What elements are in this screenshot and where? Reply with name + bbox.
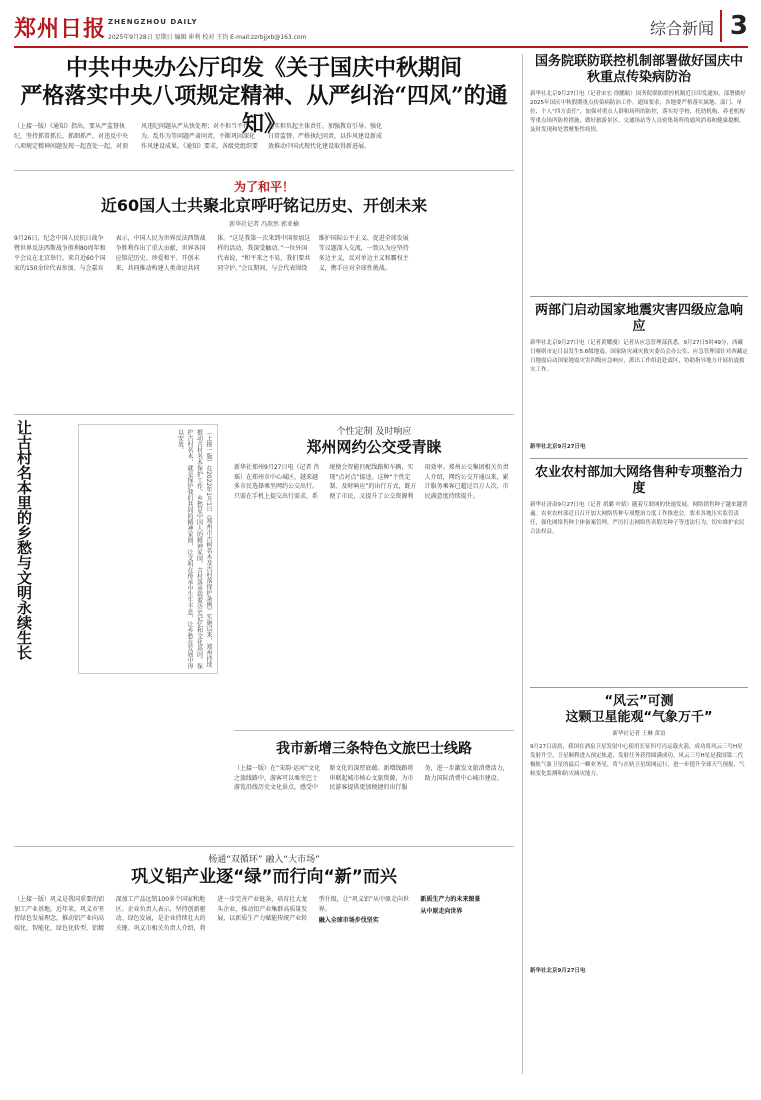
epidemic-headline: 国务院联防联控机制部署做好国庆中秋重点传染病防治 <box>534 54 743 85</box>
divider <box>234 730 514 731</box>
article-text: （上接一版）巩义是我国重要的铝加工产业基地。近年来，巩义市坚持绿色发展理念，推动铝产业向高端化、智能化、绿色化转型，铝精深加工产品远销100多个国家和地区。企业负责人表示，坚持创新驱动、绿色发展，是企业持续壮大的关键。巩义市相关负责人介绍，将进一步完善产业链条，培育壮大龙头企业，推动铝产业集群高质量发展，以新质生产力赋能传统产业转型升级，让“巩义铝”从中原走向世界。 <box>14 896 409 932</box>
zhengzhou-bus-article <box>234 424 514 663</box>
satellite-dateline: 新华社北京9月27日电 <box>530 968 586 974</box>
commentary-headline: 让古村名本里的乡愁与文明永续生长 <box>15 420 33 660</box>
satellite-byline: 新华社记者 王琳 黄谊 <box>612 731 666 737</box>
seed-sales-body: 新华社济南9月27日电（记者 胡璐 叶婧）随着互联网的快速发展，网络销售种子越来越普遍。农业农村部近日召开加大网络售种专项整治力度工作推进会，要求各地压实监管责任，强化网络售种主体备案管理，严厉打击网络售卖假劣种子等违法行为，切实维护农民合法权益。 <box>530 502 748 535</box>
byline: 新华社记者 冯歆然 郭亚楠 <box>229 221 299 228</box>
right-column <box>530 54 748 976</box>
seed-sales-headline: 农业农村部加大网络售种专项整治力度 <box>534 465 743 496</box>
headline: 我市新增三条特色文旅巴士线路 <box>276 741 472 757</box>
top-rule <box>14 46 748 48</box>
article-body <box>14 895 514 1095</box>
divider <box>14 846 514 847</box>
headline: 近60国人士共聚北京呼吁铭记历史、开创未来 <box>100 196 428 215</box>
edition-meta: 2025年9月28日 星期日 编辑 崔利 校对 王钧 E-mail:zzrbjjxb@163.com <box>108 34 307 41</box>
aluminum-industry-article <box>14 852 514 1095</box>
divider <box>530 458 748 459</box>
logo-english: ZHENGZHOU DAILY <box>108 18 198 26</box>
lead-headline-line1: 中共中央办公厅印发《关于国庆中秋期间 <box>65 55 462 81</box>
lead-headline-line2: 严格落实中央八项规定精神、从严纠治“四风”的通知》 <box>20 83 508 137</box>
commentary-body: （上接一版）在2022年1月1日《郑州市古树名木及古村落保护条例》实施以来，郑州持续推动古村名木保护工作。乡愁是中国人的精神家园，古村落承载着历史记忆和文化基因。保护古村名木，就是保护我们共同的精神家园，让文明在传承中生生不息，让乡愁在发展中得以安放。 <box>78 424 218 674</box>
peace-conference-article <box>14 178 514 434</box>
lead-body: （上接一版）《通知》指出，要从严监督执纪，坚持抓常抓长，抓细抓严，对违反中央八项规定精神问题发现一起查处一起，对顶风违纪问题从严从快处理；对不担当不作为、乱作为等问题严肃问责，不断巩固深化作风建设成果。《通知》要求，各级党组织要切实担负起主体责任，加强教育引导、强化日常监督、严格执纪问责，以作风建设新成效推动中国式现代化建设取得新进展。 <box>14 123 383 150</box>
satellite-headline-line2: 这颗卫星能观“气象万千” <box>565 710 713 725</box>
section-title: 综合新闻 <box>649 19 714 38</box>
earthquake-dateline: 新华社北京9月27日电 <box>530 444 586 450</box>
divider <box>14 414 514 415</box>
divider <box>530 687 748 688</box>
subhead: 融入全球市场步伐坚实 <box>318 917 379 924</box>
masthead <box>14 10 748 50</box>
satellite-headline-line1: “风云”可测 <box>604 694 674 709</box>
satellite-body: 9月27日凌晨，我国在酒泉卫星发射中心使用长征四号丙运载火箭，成功将风云三号H星发射升空。卫星顺利进入预定轨道，发射任务获得圆满成功。风云三号H星是我国第二代极轨气象卫星的最后一颗业务星，将与在轨卫星组网运行，进一步提升全球天气预报、气候变化监测和防灾减灾能力。 <box>530 744 745 777</box>
newspaper-logo: 郑州日报 <box>14 16 107 42</box>
earthquake-headline: 两部门启动国家地震灾害四级应急响应 <box>534 303 743 334</box>
subhead: 从中原走向世界 <box>420 907 463 915</box>
article-body: 9月26日，纪念中国人民抗日战争暨世界反法西斯战争胜利80周年和平会议在北京举行。来自近60个国家的150余位代表参加。与会嘉宾表示，中国人民为世界反法西斯战争胜利作出了重大贡献，世界各国应铭记历史、珍爱和平、开创未来，共同推动构建人类命运共同体。“这是我第一次来到中国参加这样的活动，我深受触动。”一位外国代表说，“和平来之不易，我们要共同守护。”会议期间，与会代表围绕维护国际公平正义、促进全球发展等议题深入交流，一致认为应坚持多边主义，反对单边主义和霸权主义，携手应对全球性挑战。 <box>14 235 409 272</box>
article-body: （上接一版）在“宋韵·运河”文化之旅线路中，游客可以乘坐巴士游览沿线历史文化景点，感受中原文化的深厚底蕴。新增线路将串联起城市核心文旅资源，为市民游客提供更加便捷的出行服务，进一步激发文旅消费活力，助力国际消费中心城市建设。 <box>234 765 509 791</box>
headline: 郑州网约公交受青睐 <box>306 438 442 456</box>
kicker: 个性定制 及时响应 <box>336 427 412 437</box>
divider <box>530 296 748 297</box>
subhead: 新质生产力的未来图景 <box>420 896 481 903</box>
column-divider <box>522 54 523 1074</box>
earthquake-body: 新华社北京9月27日电（记者黄耀漫）记者从应急管理部获悉，9月27日5时49分，西藏日喀则市定日县发生5.6级地震。国家防灾减灾救灾委员会办公室、应急管理部针对西藏定日地震启动国家地震灾害四级应急响应，派出工作组赶赴震区，协助指导地方开展抗震救灾工作。 <box>530 340 748 373</box>
epidemic-body: 新华社北京9月27日电（记者宋宏 徐鹏航）国务院联防联控机制近日印发通知，部署做好2025年国庆中秋假期重点传染病防治工作。通知要求，各地要严格落实属地、部门、单位、个人“四方责任”，加强对重点人群和场所的防控，落实好学校、托幼机构、养老机构等重点场所防控措施，做好旅游景区、交通场站等人员密集场所的通风消毒和健康提醒，及时发现和处置聚集性疫情。 <box>530 91 746 133</box>
divider <box>14 170 514 171</box>
newspaper-page <box>14 10 748 1090</box>
commentary-headline-box <box>14 420 74 720</box>
page-number: 3 <box>720 10 748 42</box>
kicker: 为了和平！ <box>233 180 294 194</box>
lead-article <box>14 54 514 150</box>
article-body: 新华社郑州9月27日电（记者 肖瑶）在郑州市中心城区，越来越多市民选择乘坐网约公交出行。只需在手机上提交出行需求，系统便会智能匹配线路和车辆，实现“点对点”接送。这种“个性定制、及时响应”的出行方式，既方便了市民，又提升了公交资源利用效率。郑州公交集团相关负责人介绍，网约公交开通以来，累计服务乘客已超过百万人次，市民满意度持续提升。 <box>234 464 509 500</box>
headline: 巩义铝产业逐“绿”而行向“新”而兴 <box>131 867 397 887</box>
kicker: 杨通“双循环” 融入“大市场” <box>208 855 320 865</box>
